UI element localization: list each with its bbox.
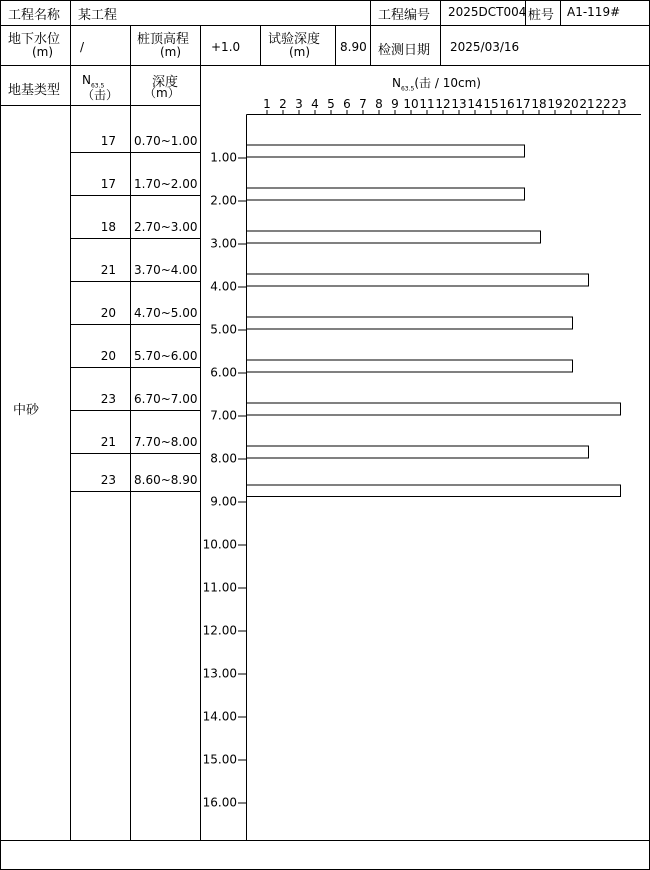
x-tick-label: 1 bbox=[263, 97, 271, 111]
x-tick-label: 20 bbox=[563, 97, 579, 111]
test-depth-label: 试验深度 bbox=[268, 32, 321, 47]
n-bar bbox=[247, 231, 541, 243]
row-n-value: 23 bbox=[100, 473, 116, 487]
y-tick-label: 12.00 bbox=[202, 623, 237, 638]
row-depth-range: 4.70~5.00 bbox=[134, 306, 198, 320]
row-n-value: 17 bbox=[100, 134, 116, 148]
test-date-label: 检测日期 bbox=[378, 43, 431, 58]
x-tick-label: 9 bbox=[391, 97, 399, 111]
y-tick-label: 10.00 bbox=[202, 537, 237, 552]
groundwater-unit: (m) bbox=[32, 45, 54, 59]
y-tick-label: 4.00 bbox=[210, 279, 237, 294]
y-tick-label: 7.00 bbox=[210, 408, 237, 423]
row-n-value: 17 bbox=[100, 177, 116, 191]
y-tick-label: 16.00 bbox=[202, 795, 237, 810]
x-tick-label: 10 bbox=[403, 97, 419, 111]
row-n-value: 23 bbox=[100, 392, 116, 406]
x-tick-label: 6 bbox=[343, 97, 351, 111]
row-n-value: 21 bbox=[100, 263, 116, 277]
x-tick-label: 19 bbox=[547, 97, 563, 111]
pile-top-value: +1.0 bbox=[211, 40, 241, 54]
row-depth-range: 7.70~8.00 bbox=[134, 435, 198, 449]
n-header-sub: 63.5 bbox=[90, 82, 105, 90]
n-bar bbox=[247, 446, 589, 458]
project-no-value: 2025DCT004 bbox=[448, 5, 527, 19]
y-tick-label: 6.00 bbox=[210, 365, 237, 380]
chart-title-sub: 63.5 bbox=[400, 85, 415, 93]
n-header-main: N bbox=[82, 73, 91, 87]
x-tick-label: 18 bbox=[531, 97, 547, 111]
n-bar bbox=[247, 145, 525, 157]
y-tick-label: 5.00 bbox=[210, 322, 237, 337]
y-tick-label: 8.00 bbox=[210, 451, 237, 466]
y-tick-label: 3.00 bbox=[210, 236, 237, 251]
row-depth-range: 6.70~7.00 bbox=[134, 392, 198, 406]
project-no-label: 工程编号 bbox=[378, 8, 431, 23]
chart-title-main: N bbox=[392, 76, 401, 90]
depth-header-unit: （m） bbox=[144, 86, 180, 100]
x-tick-label: 12 bbox=[435, 97, 451, 111]
depth-header: 深度 bbox=[152, 75, 179, 90]
x-tick-label: 16 bbox=[499, 97, 515, 111]
row-n-value: 20 bbox=[100, 349, 116, 363]
chart-title-rest: (击 / 10cm) bbox=[414, 76, 481, 90]
x-tick-label: 3 bbox=[295, 97, 303, 111]
row-depth-range: 5.70~6.00 bbox=[134, 349, 198, 363]
n-bar bbox=[247, 360, 573, 372]
n-bar bbox=[247, 403, 621, 415]
y-tick-label: 14.00 bbox=[202, 709, 237, 724]
row-depth-range: 8.60~8.90 bbox=[134, 473, 198, 487]
x-tick-label: 17 bbox=[515, 97, 531, 111]
y-tick-label: 15.00 bbox=[202, 752, 237, 767]
x-tick-label: 21 bbox=[579, 97, 595, 111]
pile-top-label: 桩顶高程 bbox=[137, 32, 190, 47]
x-tick-label: 8 bbox=[375, 97, 383, 111]
x-tick-label: 7 bbox=[359, 97, 367, 111]
row-n-value: 20 bbox=[100, 306, 116, 320]
n-bar bbox=[247, 274, 589, 286]
soil-type-value: 中砂 bbox=[13, 403, 40, 418]
row-depth-range: 3.70~4.00 bbox=[134, 263, 198, 277]
x-tick-label: 2 bbox=[279, 97, 287, 111]
row-depth-range: 0.70~1.00 bbox=[134, 134, 198, 148]
groundwater-value: / bbox=[80, 40, 85, 54]
n-bar bbox=[247, 485, 621, 497]
x-tick-label: 15 bbox=[483, 97, 499, 111]
y-tick-label: 2.00 bbox=[210, 193, 237, 208]
project-name-value: 某工程 bbox=[78, 8, 118, 23]
n-bar bbox=[247, 317, 573, 329]
x-tick-label: 22 bbox=[595, 97, 611, 111]
pile-top-unit: (m) bbox=[160, 45, 182, 59]
row-n-value: 18 bbox=[100, 220, 116, 234]
soil-type-header: 地基类型 bbox=[8, 83, 61, 98]
row-depth-range: 2.70~3.00 bbox=[134, 220, 198, 234]
y-tick-label: 9.00 bbox=[210, 494, 237, 509]
y-tick-label: 11.00 bbox=[202, 580, 237, 595]
pile-no-label: 桩号 bbox=[528, 8, 555, 23]
x-tick-label: 23 bbox=[611, 97, 627, 111]
test-date-value: 2025/03/16 bbox=[450, 40, 520, 54]
x-tick-label: 5 bbox=[327, 97, 335, 111]
groundwater-label: 地下水位 bbox=[8, 32, 61, 47]
n-bar bbox=[247, 188, 525, 200]
test-depth-value: 8.90 bbox=[340, 40, 367, 54]
row-n-value: 21 bbox=[100, 435, 116, 449]
n-header-unit: （击） bbox=[82, 88, 119, 102]
y-tick-label: 1.00 bbox=[210, 150, 237, 165]
row-depth-range: 1.70~2.00 bbox=[134, 177, 198, 191]
x-tick-label: 13 bbox=[451, 97, 467, 111]
x-tick-label: 14 bbox=[467, 97, 483, 111]
project-name-label: 工程名称 bbox=[8, 8, 61, 23]
x-tick-label: 4 bbox=[311, 97, 319, 111]
x-tick-label: 11 bbox=[419, 97, 435, 111]
y-tick-label: 13.00 bbox=[202, 666, 237, 681]
test-depth-unit: (m) bbox=[289, 45, 311, 59]
pile-no-value: A1-119# bbox=[567, 5, 621, 19]
